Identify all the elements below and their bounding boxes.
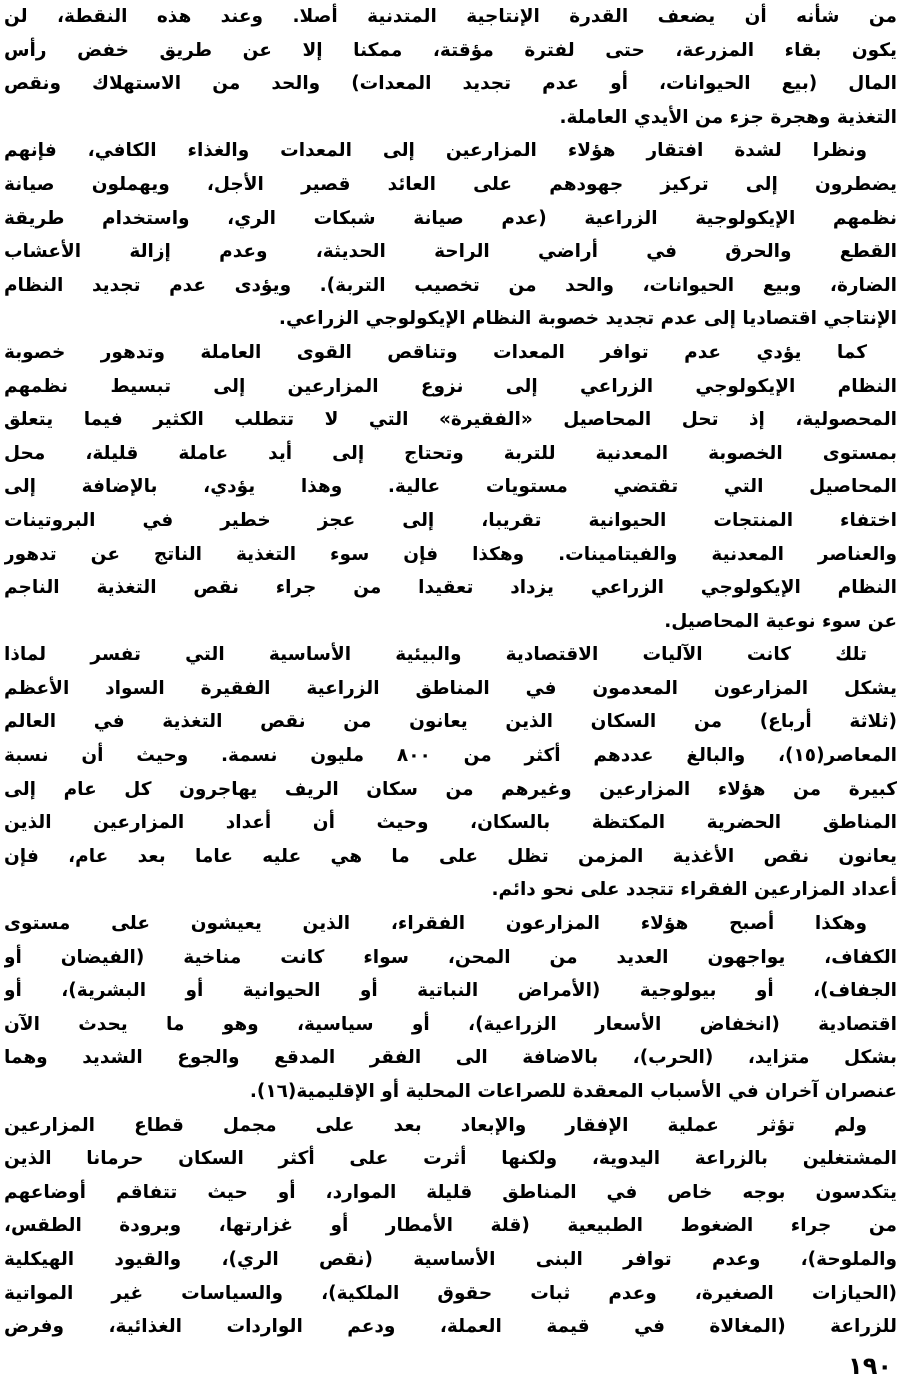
text-line: المحاصيل التي تقتضي مستويات عالية. وهذا يؤدي، بالإضافة إلى [4,476,897,498]
text-line: يضطرون إلى تركيز جهودهم على العائد قصير الأجل، ويهملون صيانة [4,173,897,195]
text-line: وهكذا أصبح هؤلاء المزارعون الفقراء، الذين يعيشون على مستوى [4,913,867,935]
text-line: والعناصر المعدنية والفيتامينات. وهكذا فإن سوء التغذية الناتج عن تدهور [4,543,897,565]
text-line: عنصران آخران في الأسباب المعقدة للصراعات المحلية أو الإقليمية(١٦). [249,1081,897,1102]
text-line: (ثلاثة أرباع) من السكان الذين يعانون من نقص التغذية في العالم [4,711,897,733]
text-line: المشتغلين بالزراعة اليدوية، ولكنها أثرت على أكثر السكان حرمانا الذين [4,1148,897,1170]
text-line: من شأنه أن يضعف القدرة الإنتاجية المتدنية أصلا. وعند هذه النقطة، لن [4,6,897,27]
text-line: نظمهم الإيكولوجية الزراعية (عدم صيانة شبكات الري، واستخدام طريقة [4,207,897,229]
text-line: يشكل المزارعون المعدمون في المناطق الزراعية الفقيرة السواد الأعظم [4,677,897,699]
text-line: كبيرة من هؤلاء المزارعين وغيرهم من سكان الريف يهاجرون كل عام إلى [4,778,897,800]
text-line: يعانون نقص الأغذية المزمن تظل على ما هي عليه عاما بعد عام، فإن [4,845,897,867]
text-line: من جراء الضغوط الطبيعية (قلة الأمطار أو غزارتها، وبرودة الطقس، [4,1215,897,1237]
text-line: القطع والحرق في أراضي الراحة الحديثة، وعدم إزالة الأعشاب [4,241,897,263]
text-line: اختفاء المنتجات الحيوانية تقريبا، إلى عجز خطير في البروتينات [4,509,897,531]
text-line: المعاصر(١٥)، والبالغ عددهم أكثر من ٨٠٠ مليون نسمة. وحيث أن نسبة [4,745,897,767]
text-line: التغذية وهجرة جزء من الأيدي العاملة. [559,106,897,128]
text-line: يتكدسون بوجه خاص في المناطق قليلة الموارد، أو حيث تتفاقم أوضاعهم [4,1181,897,1203]
text-line: تلك كانت الآليات الاقتصادية والبيئية الأساسية التي تفسر لماذا [4,644,867,666]
text-line: للزراعة (المغالاة في قيمة العملة، ودعم الواردات الغذائية، وفرض [4,1316,897,1338]
text-line: الجفاف)، أو بيولوجية (الأمراض النباتية أو الحيوانية أو البشرية)، أو [4,980,897,1002]
text-line: النظام الإيكولوجي الزراعي إلى نزوع المزارعين إلى تبسيط نظمهم [4,375,897,397]
text-line: عن سوء نوعية المحاصيل. [664,610,897,632]
text-line: أعداد المزارعين الفقراء تتجدد على نحو دائم. [491,879,897,901]
page-number: ١٩٠ [848,1352,892,1380]
text-line: يكون بقاء المزرعة، حتى لفترة مؤقتة، ممكنا إلا عن طريق خفض رأس [4,39,897,61]
text-line: المناطق الحضرية المكتظة بالسكان، وحيث أن أعداد المزارعين الذين [4,812,897,834]
text-line: الإنتاجي اقتصاديا إلى عدم تجديد خصوبة النظام الإيكولوجي الزراعي. [278,308,897,330]
text-line: النظام الإيكولوجي الزراعي يزداد تعقيدا من جراء نقص التغذية الناجم [4,577,897,599]
text-line: الكفاف، يواجهون العديد من المحن، سواء كانت مناخية (الفيضان أو [4,946,897,968]
text-line: ولم تؤثر عملية الإفقار والإبعاد بعد على مجمل قطاع المزارعين [4,1114,867,1136]
text-line: اقتصادية (انخفاض الأسعار الزراعية)، أو سياسية، وهو ما يحدث الآن [4,1013,897,1035]
text-line: (الحيازات الصغيرة، وعدم ثبات حقوق الملكية)، والسياسات غير المواتية [4,1282,897,1304]
text-line: كما يؤدي عدم توافر المعدات وتناقص القوى العاملة وتدهور خصوبة [4,341,867,363]
text-line: بشكل متزايد، (الحرب)، بالاضافة الى الفقر المدقع والجوع الشديد وهما [4,1047,897,1069]
text-line: الضارة، وبيع الحيوانات، والحد من تخصيب التربة). ويؤدى عدم تجديد النظام [4,274,897,296]
text-line: والملوحة)، وعدم توافر البنى الأساسية (نقص الري)، والقيود الهيكلية [4,1248,897,1270]
text-line: المال (بيع الحيوانات، أو عدم تجديد المعدات) والحد من الاستهلاك ونقص [4,73,897,95]
text-line: المحصولية، إذ تحل المحاصيل «الفقيرة» التي لا تتطلب الكثير فيما يتعلق [4,409,897,431]
text-line: بمستوى الخصوبة المعدنية للتربة وتحتاج إلى أيد عاملة قليلة، محل [4,442,897,464]
page-body [4,0,897,1344]
text-line: ونظرا لشدة افتقار هؤلاء المزارعين إلى المعدات والغذاء الكافي، فإنهم [4,140,867,162]
